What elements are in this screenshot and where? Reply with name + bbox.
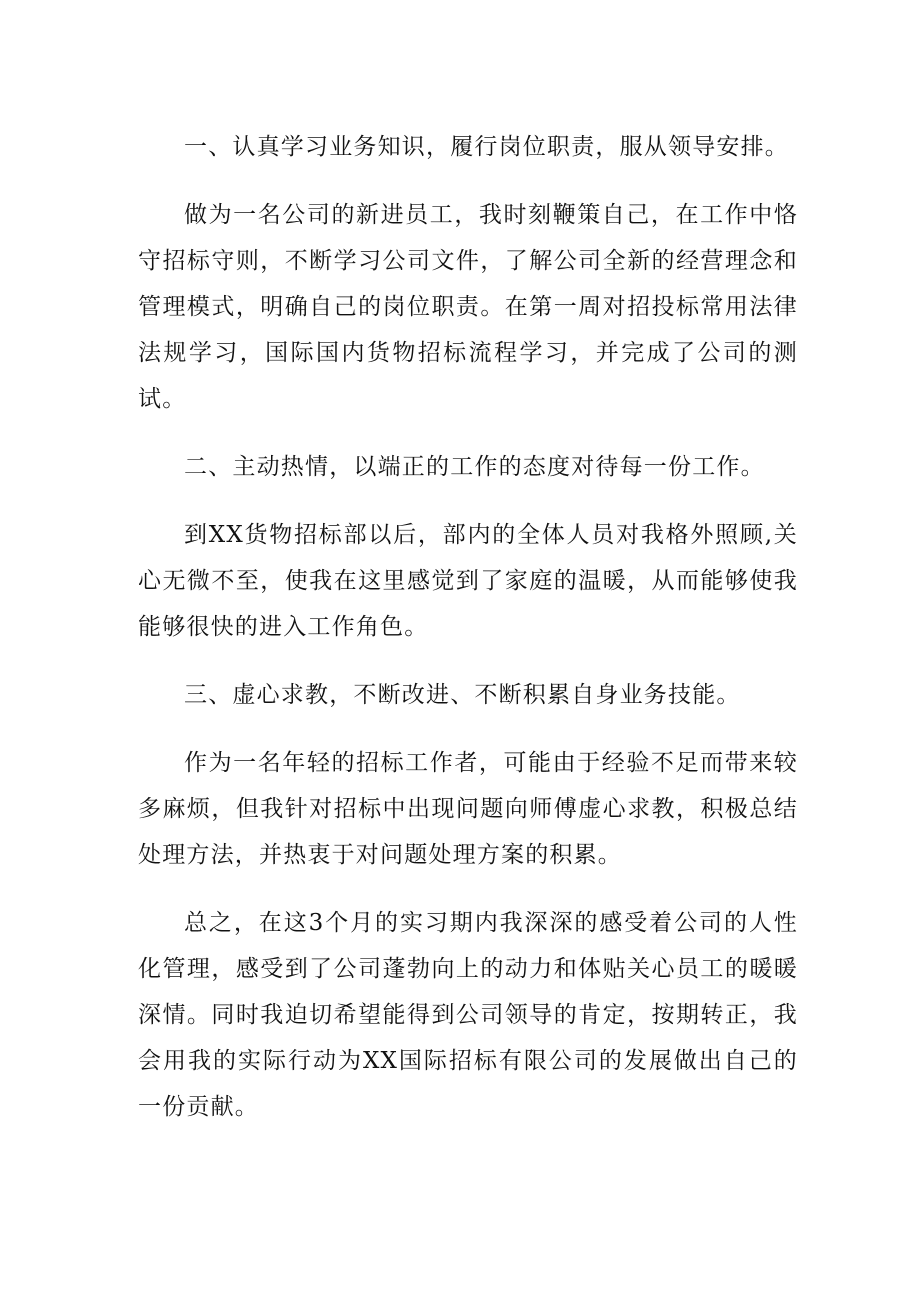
paragraph-3: 作为一名年轻的招标工作者，可能由于经验不足而带来较多麻烦，但我针对招标中出现问题向师傅虚心求教，积极总结处理方法，并热衷于对问题处理方案的积累。 <box>138 750 798 868</box>
section-heading-3: 三、虚心求教，不断改进、不断积累自身业务技能。 <box>184 682 741 708</box>
section-heading-2: 二、主动热情，以端正的工作的态度对待每一份工作。 <box>184 454 765 480</box>
paragraph-1: 做为一名公司的新进员工，我时刻鞭策自己，在工作中恪守招标守则，不断学习公司文件，了解公司全新的经营理念和管理模式，明确自己的岗位职责。在第一周对招投标常用法律法规学习，国际国内货物招标流程学习，并完成了公司的测试。 <box>138 202 798 412</box>
document-body <box>138 124 798 1130</box>
section-heading-1: 一、认真学习业务知识，履行岗位职责，服从领导安排。 <box>184 134 789 160</box>
summary-paragraph: 总之，在这3个月的实习期内我深深的感受着公司的人性化管理，感受到了公司蓬勃向上的动力和体贴关心员工的暖暖深情。同时我迫切希望能得到公司领导的肯定，按期转正，我会用我的实际行动为XX国际招标有限公司的发展做出自己的一份贡献。 <box>138 910 798 1120</box>
paragraph-2: 到XX货物招标部以后，部内的全体人员对我格外照顾,关心无微不至，使我在这里感觉到了家庭的温暖，从而能够使我能够很快的进入工作角色。 <box>138 522 798 640</box>
